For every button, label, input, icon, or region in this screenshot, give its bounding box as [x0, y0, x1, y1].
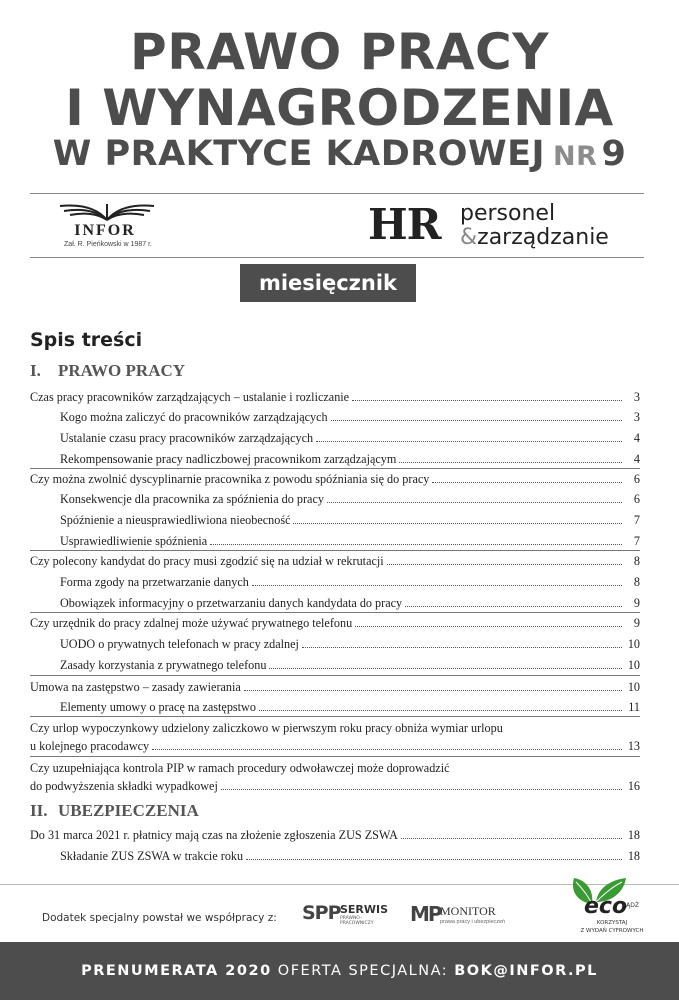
toc-subentry[interactable]	[60, 489, 640, 509]
section-heading	[30, 361, 185, 381]
section-title: UBEZPIECZENIA	[58, 801, 199, 820]
section-number: II.	[30, 801, 48, 820]
toc-entry[interactable]	[30, 613, 640, 633]
infor-subtitle: Zał. R. Pieńkowski w 1987 r.	[64, 241, 152, 248]
toc-entry-title: UODO o prywatnych telefonach w pracy zdalnej	[60, 637, 299, 651]
toc-subentry[interactable]	[60, 531, 640, 551]
toc-subentry[interactable]	[60, 697, 640, 717]
toc-entry-title: Czy można zwolnić dyscyplinarnie pracownika z powodu spóźniania się do pracy	[30, 472, 430, 486]
toc-leader	[210, 544, 622, 545]
section-number: I.	[30, 361, 41, 380]
special-offer-label: OFERTA SPECJALNA:	[271, 963, 455, 979]
toc-leader	[405, 606, 622, 607]
hr-logo-mark: HR	[368, 200, 441, 249]
toc-entry-title: Czy urzędnik do pracy zdalnej może używać prywatnego telefonu	[30, 616, 353, 630]
toc-entry-page: 3	[633, 410, 640, 424]
masthead-line-1: PRAWO PRACY	[130, 23, 549, 81]
toc-entry-title: Forma zgody na przetwarzanie danych	[60, 575, 249, 589]
toc-subentry[interactable]	[60, 846, 640, 866]
contact-email-link[interactable]: BOK@INFOR.PL	[454, 963, 598, 979]
toc-entry-page: 7	[633, 534, 640, 548]
toc-entry-title: Obowiązek informacyjny o przetwarzaniu danych kandydata do pracy	[60, 596, 403, 610]
toc-leader	[152, 749, 622, 750]
toc-entry-page: 9	[633, 616, 640, 630]
masthead-line-3-text: W PRAKTYCE KADROWEJ	[52, 134, 546, 174]
toc-entry-page: 10	[627, 680, 640, 694]
masthead-line-3	[0, 134, 679, 177]
eco-badge	[568, 872, 656, 936]
toc-subentry[interactable]	[60, 407, 640, 427]
eco-sub-1: KORZYSTAJ	[596, 920, 628, 926]
toc-leader	[246, 859, 622, 860]
toc-entry-page: 10	[627, 637, 640, 651]
section-heading	[30, 801, 199, 821]
toc-subentry[interactable]	[60, 510, 640, 530]
spp-logo[interactable]	[302, 902, 392, 928]
toc-entry[interactable]	[30, 677, 640, 697]
toc-entry-page: 8	[633, 554, 640, 568]
toc-separator	[30, 675, 640, 676]
toc-subentry[interactable]	[60, 449, 640, 469]
toc-entry-title: Konsekwencje dla pracownika za spóźnienia do pracy	[60, 492, 324, 506]
toc-entry-page: 16	[627, 779, 640, 793]
toc-entry-title: Czas pracy pracowników zarządzających – ustalanie i rozliczanie	[30, 390, 350, 404]
toc-entry-title-line-1: Czy urlop wypoczynkowy udzielony zaliczkowo w pierwszym roku pracy obniża wymiar urlopu	[30, 721, 503, 735]
toc-entry-page: 11	[628, 700, 640, 714]
toc-entry-page: 6	[633, 472, 640, 486]
hr-logo-amp: &	[460, 225, 478, 250]
toc-leader	[331, 420, 622, 421]
toc-subentry[interactable]	[60, 634, 640, 654]
toc-entry-page: 18	[627, 828, 640, 842]
toc-leader	[221, 789, 622, 790]
masthead-divider	[30, 193, 644, 194]
publication-frequency-badge: miesięcznik	[240, 264, 416, 302]
toc-entry-page: 9	[633, 596, 640, 610]
hr-logo-line-2	[460, 226, 609, 250]
toc-subentry[interactable]	[60, 655, 640, 675]
infor-wordmark: INFOR	[74, 222, 136, 239]
toc-separator	[30, 756, 640, 757]
toc-entry-title: Składanie ZUS ZSWA w trakcie roku	[60, 849, 244, 863]
toc-entry-title: Umowa na zastępstwo – zasady zawierania	[30, 680, 241, 694]
toc-leader	[244, 690, 622, 691]
toc-entry-page: 18	[627, 849, 640, 863]
infor-logo	[52, 200, 162, 252]
toc-leader	[302, 647, 622, 648]
toc-entry-title: Do 31 marca 2021 r. płatnicy mają czas na złożenie zgłoszenia ZUS ZSWA	[30, 828, 398, 842]
spp-logo-sub: PRAWNO-PRACOWNICZY	[340, 916, 374, 926]
toc-entry-title-line-2: do podwyższenia składki wypadkowej	[30, 779, 218, 793]
toc-entry-title-line-1: Czy uzupełniająca kontrola PIP w ramach procedury odwoławczej może doprowadzić	[30, 761, 450, 775]
issue-label	[553, 134, 627, 174]
eco-word: eco	[584, 894, 628, 919]
toc-leader	[355, 626, 622, 627]
toc-entry-title: Zasady korzystania z prywatnego telefonu	[60, 658, 267, 672]
issue-number: 9	[601, 134, 627, 174]
toc-entry[interactable]	[30, 825, 640, 845]
toc-entry[interactable]	[30, 469, 640, 489]
toc-entry-title: Kogo można zaliczyć do pracowników zarządzających	[60, 410, 328, 424]
toc-entry-page: 6	[633, 492, 640, 506]
monitor-logo-name: MONITOR	[440, 904, 496, 918]
toc-leader	[387, 564, 622, 565]
toc-entry-title-line-2: u kolejnego pracodawcy	[30, 739, 150, 753]
issue-prefix: NR	[553, 141, 598, 172]
toc-entry-page: 8	[633, 575, 640, 589]
toc-entry-title: Usprawiedliwienie spóźnienia	[60, 534, 208, 548]
logo-divider	[30, 257, 644, 258]
toc-entry-page: 3	[633, 390, 640, 404]
infor-book-icon	[52, 200, 162, 224]
monitor-logo[interactable]	[410, 902, 510, 928]
toc-entry-page: 7	[633, 513, 640, 527]
toc-entry-page: 13	[627, 739, 640, 753]
toc-leader	[293, 523, 622, 524]
toc-leader	[399, 462, 622, 463]
section-title: PRAWO PRACY	[58, 361, 186, 380]
hr-logo-line-2-text: zarządzanie	[477, 225, 609, 250]
subscription-banner[interactable]	[0, 942, 679, 1000]
toc-entry[interactable]	[30, 759, 640, 795]
toc-entry-title: Spóźnienie a nieusprawiedliwiona nieobecność	[60, 513, 291, 527]
toc-leader	[259, 710, 622, 711]
toc-entry[interactable]	[30, 551, 640, 571]
toc-entry-title: Rekompensowanie pracy nadliczbowej pracownikom zarządzającym	[60, 452, 397, 466]
toc-entry[interactable]	[30, 387, 640, 407]
toc-leader	[352, 400, 622, 401]
toc-title: Spis treści	[30, 329, 143, 351]
toc-entry-page: 10	[627, 658, 640, 672]
toc-entry-title: Ustalanie czasu pracy pracowników zarządzających	[60, 431, 314, 445]
toc-entry-page: 4	[633, 431, 640, 445]
toc-entry[interactable]	[30, 719, 640, 755]
monitor-logo-sub: prawa pracy i ubezpieczeń	[440, 919, 506, 925]
toc-entry-page: 4	[633, 452, 640, 466]
toc-leader	[327, 502, 622, 503]
spp-logo-mark: SPP	[302, 902, 341, 924]
toc-leader	[269, 668, 622, 669]
toc-entry-title: Czy polecony kandydat do pracy musi zgodzić się na udział w rekrutacji	[30, 554, 384, 568]
eco-sub-2: Z WYDAŃ CYFROWYCH	[580, 928, 644, 934]
toc-entry-title: Elementy umowy o pracę na zastępstwo	[60, 700, 256, 714]
subscription-year: PRENUMERATA 2020	[81, 963, 272, 979]
masthead-line-2: I WYNAGRODZENIA	[65, 79, 614, 137]
toc-leader	[432, 482, 622, 483]
hr-logo-line-1: personel	[460, 201, 556, 226]
toc-subentry[interactable]	[60, 593, 640, 613]
toc-subentry[interactable]	[60, 428, 640, 448]
partners-caption: Dodatek specjalny powstał we współpracy z:	[42, 912, 277, 924]
toc-separator	[30, 716, 640, 717]
spp-logo-name: SERWIS	[340, 903, 389, 916]
toc-subentry[interactable]	[60, 572, 640, 592]
toc-leader	[252, 585, 622, 586]
eco-top-text: BĄDŹ	[622, 902, 639, 909]
toc-leader	[316, 441, 622, 442]
monitor-logo-mark: MP	[410, 902, 441, 926]
toc-leader	[401, 838, 622, 839]
